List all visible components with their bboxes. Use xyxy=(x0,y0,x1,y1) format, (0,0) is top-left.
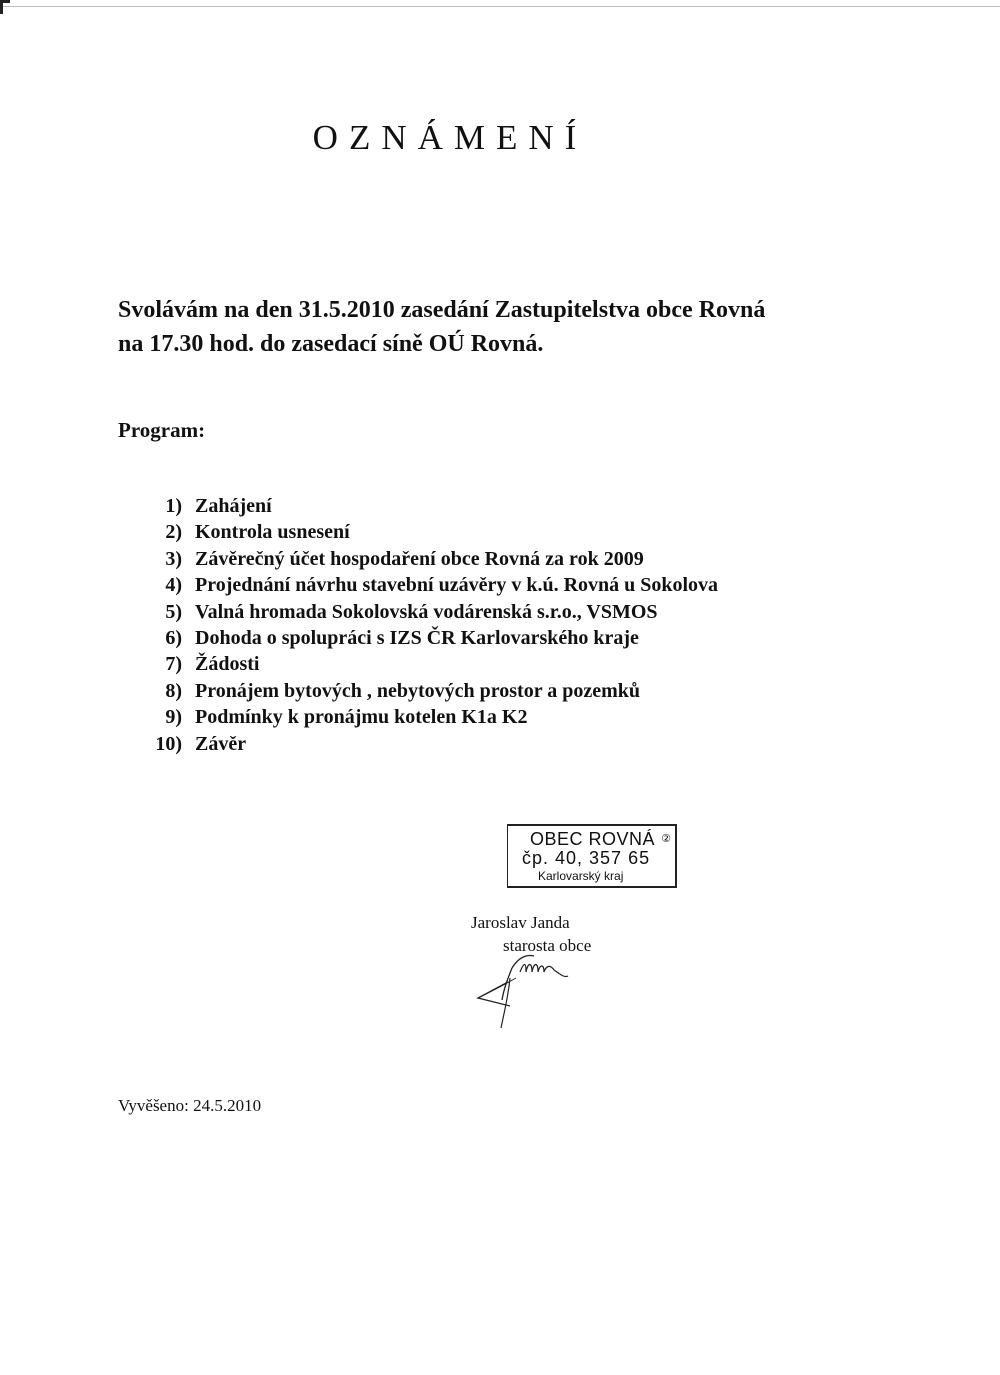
announcement-line-1: Svolávám na den 31.5.2010 zasedání Zastupitelstva obce Rovná xyxy=(118,297,766,323)
document-title: OZNÁMENÍ xyxy=(312,118,588,157)
agenda-item-number: 1) xyxy=(165,495,182,517)
agenda-item xyxy=(140,493,718,519)
agenda-item-text: Dohoda o spolupráci s IZS ČR Karlovarského kraje xyxy=(195,627,639,650)
signer-name: Jaroslav Janda xyxy=(471,913,570,932)
announcement-line-2: na 17.30 hod. do zasedací síně OÚ Rovná. xyxy=(118,331,544,357)
agenda-item-text: Závěrečný účet hospodaření obce Rovná za rok 2009 xyxy=(195,547,644,570)
agenda-item-text: Podmínky k pronájmu kotelen K1a K2 xyxy=(195,706,528,729)
agenda-item-number: 8) xyxy=(165,679,182,702)
agenda-item-text: Žádosti xyxy=(195,653,260,676)
agenda-item-number: 7) xyxy=(165,653,182,676)
agenda-item-number: 6) xyxy=(165,627,182,650)
agenda-item xyxy=(140,546,718,572)
program-heading: Program: xyxy=(118,418,206,442)
agenda-item xyxy=(140,678,718,704)
scan-edge-line xyxy=(0,6,1000,7)
agenda-item-text: Projednání návrhu stavební uzávěry v k.ú. Rovná u Sokolova xyxy=(195,574,719,597)
agenda-item-number: 10) xyxy=(155,732,182,755)
agenda-item xyxy=(140,731,718,757)
agenda-item xyxy=(140,519,718,545)
agenda-item xyxy=(140,625,718,651)
agenda-item xyxy=(140,599,718,625)
handwritten-signature xyxy=(468,948,598,1033)
scan-corner-mark-horizontal xyxy=(0,0,10,3)
agenda-item-text: Kontrola usnesení xyxy=(195,521,350,544)
agenda-item-number: 2) xyxy=(165,521,182,544)
agenda-item xyxy=(140,704,718,730)
stamp-address: čp. 40, 357 65 xyxy=(522,848,651,868)
municipal-stamp xyxy=(507,824,677,888)
stamp-municipality: OBEC ROVNÁ xyxy=(530,829,656,849)
meeting-announcement xyxy=(118,293,938,361)
agenda-item xyxy=(140,572,718,598)
agenda-item-text: Zahájení xyxy=(195,495,272,517)
stamp-region: Karlovarský kraj xyxy=(538,869,624,883)
agenda-item-number: 5) xyxy=(165,600,182,623)
stamp-number-mark: ② xyxy=(661,833,671,845)
agenda-item xyxy=(140,651,718,677)
agenda-item-number: 3) xyxy=(165,547,182,570)
agenda-item-text: Pronájem bytových , nebytových prostor a pozemků xyxy=(195,679,640,702)
agenda-item-number: 9) xyxy=(165,706,182,729)
agenda-item-text: Valná hromada Sokolovská vodárenská s.r.o., VSMOS xyxy=(195,600,658,623)
agenda-item-number: 4) xyxy=(165,574,182,597)
signer-role: starosta obce xyxy=(503,936,592,955)
agenda-list xyxy=(140,493,718,757)
posted-date: Vyvěšeno: 24.5.2010 xyxy=(118,1096,262,1115)
agenda-item-text: Závěr xyxy=(195,732,247,755)
